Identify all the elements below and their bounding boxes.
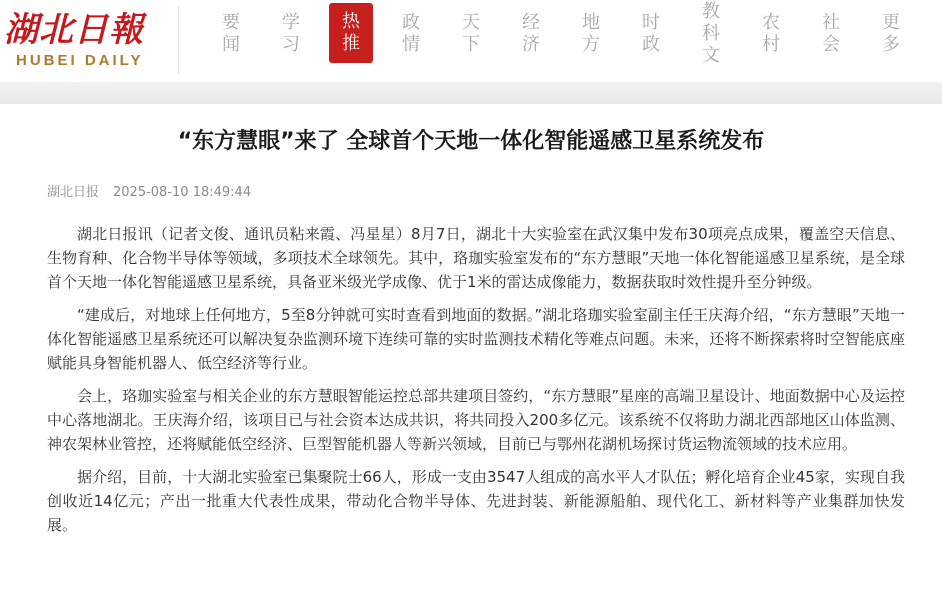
- article-body: [47, 222, 905, 546]
- nav-item-jingji[interactable]: 经济: [522, 12, 540, 55]
- article-timestamp: 2025-08-10 18:49:44: [113, 185, 252, 200]
- site-logo[interactable]: [0, 0, 170, 82]
- nav-item-jiaokewen[interactable]: 教科文: [702, 1, 720, 66]
- article-paragraph: “建成后，对地球上任何地方，5至8分钟就可实时查看到地面的数据。”湖北珞珈实验室副主任王庆海介绍，“东方慧眼”天地一体化智能遥感卫星系统还可以解决复杂监测环境下连续可靠的实时监测技术精化等难点问题。未来，还将不断探索将时空智能底座赋能具身智能机器人、低空经济等行业。: [47, 306, 905, 372]
- article-source: 湖北日报: [47, 185, 100, 200]
- nav-item-zhengqing[interactable]: 政情: [402, 12, 420, 55]
- nav-item-difang[interactable]: 地方: [582, 12, 600, 55]
- nav-item-shehui[interactable]: 社会: [822, 12, 840, 55]
- site-header: [0, 0, 942, 82]
- header-divider: [178, 6, 179, 74]
- nav-item-shizheng[interactable]: 时政: [642, 12, 660, 55]
- nav-item-tianxia[interactable]: 天下: [462, 12, 480, 55]
- nav-item-gengduo[interactable]: 更多: [882, 12, 900, 55]
- nav-item-xuexi[interactable]: 学习: [282, 12, 300, 55]
- header-separator-bar: [0, 82, 942, 104]
- article-title: “东方慧眼”来了 全球首个天地一体化智能遥感卫星系统发布: [177, 129, 765, 154]
- article-meta: [47, 181, 251, 200]
- nav-item-yaowen[interactable]: 要闻: [222, 12, 240, 55]
- logo-english: HUBEI DAILY: [16, 52, 144, 69]
- nav-item-nongcun[interactable]: 农村: [762, 12, 780, 55]
- nav-item-retui[interactable]: 热推: [329, 3, 373, 63]
- article-paragraph: 湖北日报讯（记者文俊、通讯员粘来霞、冯星星）8月7日，湖北十大实验室在武汉集中发布30项亮点成果，覆盖空天信息、生物育种、化合物半导体等领域，多项技术全球领先。其中，珞珈实验室发布的“东方慧眼”天地一体化智能遥感卫星系统，是全球首个天地一体化智能遥感卫星系统，具备亚米级光学成像、优于1米的雷达成像能力，数据获取时效性提升至分钟级。: [47, 225, 905, 291]
- article-paragraph: 会上，珞珈实验室与相关企业的东方慧眼智能运控总部共建项目签约，“东方慧眼”星座的高端卫星设计、地面数据中心及运控中心落地湖北。王庆海介绍，该项目已与社会资本达成共识，将共同投入200多亿元。该系统不仅将助力湖北西部地区山体监测、神农架林业管控，还将赋能低空经济、巨型智能机器人等新兴领域，目前已与鄂州花湖机场探讨货运物流领域的技术应用。: [47, 387, 905, 453]
- article-paragraph: 据介绍，目前，十大湖北实验室已集聚院士66人，形成一支由3547人组成的高水平人才队伍；孵化培育企业45家，实现自我创收近14亿元；产出一批重大代表性成果，带动化合物半导体、先进封装、新能源船舶、现代化工、新材料等产业集群加快发展。: [47, 468, 905, 534]
- logo-chinese: 湖北日報: [4, 10, 144, 50]
